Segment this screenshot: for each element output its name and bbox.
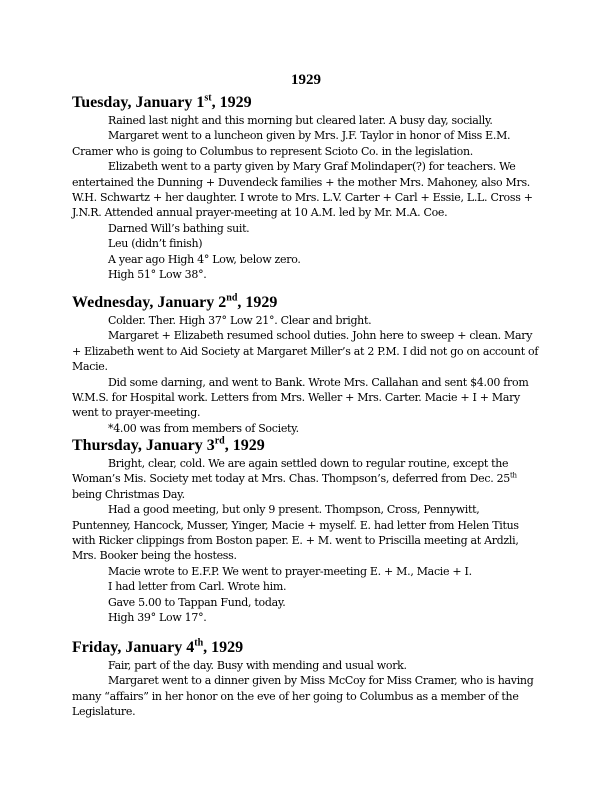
entry-heading [72, 436, 540, 456]
entry-paragraph: Macie wrote to E.F.P. We went to prayer-meeting E. + M., Macie + I. [108, 564, 472, 578]
entry-heading [72, 93, 540, 113]
entry-day-suffix: th [194, 637, 204, 649]
entry-paragraph: Margaret + Elizabeth resumed school duties. John here to sweep + clean. Mary + Elizabeth went to Aid Society at Margaret Miller’s at 2 P.M. I did not go on account of Macie. [72, 329, 539, 374]
diary-entry [72, 638, 540, 720]
entry-paragraph: Leu (didn’t finish) [108, 237, 203, 251]
entry-day-suffix: nd [226, 292, 238, 304]
entry-day: Friday, January 4 [72, 639, 195, 656]
entry-year: , 1929 [211, 94, 252, 111]
page-year-title: 1929 [291, 72, 321, 88]
entry-paragraph: High 39° Low 17°. [108, 611, 207, 625]
entry-year: , 1929 [203, 639, 244, 656]
entry-heading [72, 293, 540, 313]
entry-paragraph: Fair, part of the day. Busy with mending and usual work. [108, 659, 407, 672]
entry-text: Bright, clear, cold. We are again settled down to regular routine, except the Woman’s Mis. Society met today at Mrs. Chas. Thompson’s, deferred from Dec. 25 [72, 457, 510, 486]
diary-entry [72, 436, 540, 625]
entry-year: , 1929 [224, 437, 265, 454]
entry-day: Wednesday, January 2 [72, 294, 227, 311]
entry-text: being Christmas Day. [72, 487, 185, 501]
entry-day-suffix: rd [214, 435, 225, 447]
entry-paragraph: A year ago High 4° Low, below zero. [108, 252, 301, 266]
entry-paragraph: Had a good meeting, but only 9 present. Thompson, Cross, Pennywitt, Puntenney, Hancock, Musser, Yinger, Macie + myself. E. had letter from Helen Titus with Ricker clippings from Boston paper. E. + M. went to Priscilla meeting at Ardzli, Mrs. Booker being the hostess. [72, 503, 519, 563]
entry-heading [72, 638, 540, 658]
entry-paragraph: Darned Will’s bathing suit. [108, 221, 250, 235]
entry-paragraph [72, 456, 540, 502]
entry-day: Tuesday, January 1 [72, 94, 205, 111]
entry-paragraph: Rained last night and this morning but cleared later. A busy day, socially. [108, 114, 493, 127]
entry-paragraph: Elizabeth went to a party given by Mary Graf Molindaper(?) for teachers. We entertained the Dunning + Duvendeck families + the mother Mrs. Mahoney, also Mrs. W.H. Schwartz + her daughter. I wrote to Mrs. L.V. Carter + Carl + Essie, L.L. Cross + J.N.R. Attended annual prayer-meeting at 10 A.M. led by Mr. M.A. Coe. [72, 160, 533, 220]
entry-paragraph: *4.00 was from members of Society. [108, 421, 299, 435]
entry-paragraph: I had letter from Carl. Wrote him. [108, 580, 287, 594]
entry-paragraph: High 51° Low 38°. [108, 268, 207, 282]
entry-paragraph: Margaret went to a dinner given by Miss McCoy for Miss Cramer, who is having many “affairs” in her honor on the eve of her going to Columbus as a member of the Legislature. [72, 674, 534, 719]
entry-paragraph: Colder. Ther. High 37° Low 21°. Clear and bright. [108, 314, 372, 327]
entry-day: Thursday, January 3 [72, 437, 215, 454]
entry-paragraph: Did some darning, and went to Bank. Wrote Mrs. Callahan and sent $4.00 from W.M.S. for Hospital work. Letters from Mrs. Weller + Mrs. Carter. Macie + I + Mary went to prayer-meeting. [72, 375, 529, 420]
entry-year: , 1929 [237, 294, 278, 311]
diary-entry [72, 93, 540, 282]
entry-day-suffix: st [204, 92, 212, 104]
entry-paragraph: Gave 5.00 to Tappan Fund, today. [108, 595, 286, 609]
entry-paragraph: Margaret went to a luncheon given by Mrs. J.F. Taylor in honor of Miss E.M. Cramer who is going to Columbus to represent Scioto Co. in the legislation. [72, 129, 511, 158]
date-suffix: th [510, 471, 517, 480]
diary-entry [72, 293, 540, 436]
